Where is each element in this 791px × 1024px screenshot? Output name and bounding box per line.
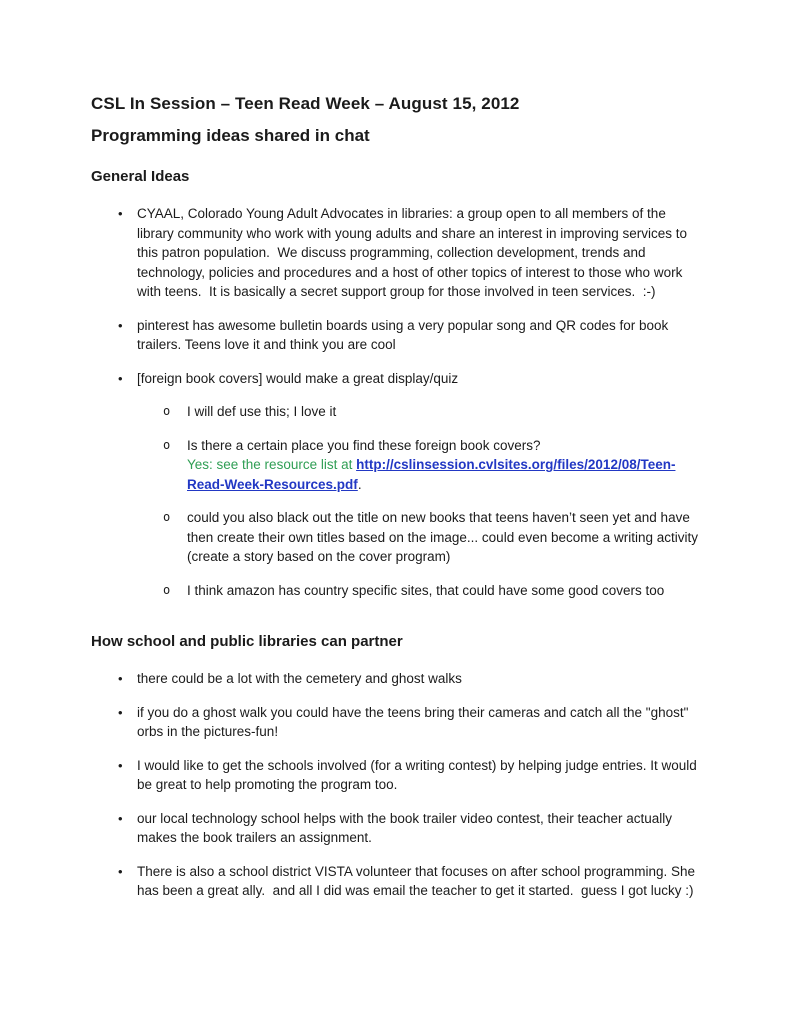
answer-text: Yes: see the resource list at	[187, 457, 357, 472]
answer-period: .	[357, 476, 362, 492]
sub-bullet-text-amazon: I think amazon has country specific sites, that could have some good covers too	[187, 582, 665, 598]
bullet-marker: •	[118, 757, 123, 773]
sub-bullet-marker: o	[163, 582, 171, 597]
bullet-item-cemetery	[91, 669, 701, 689]
heading-partner: How school and public libraries can partner	[91, 633, 403, 650]
section-general-ideas	[91, 167, 701, 600]
sub-bullet-text-question-answer	[187, 436, 701, 495]
bullet-text-writing-contest: I would like to get the schools involved (for a writing contest) by helping judge entries. It would be great to help promoting the program too.	[137, 757, 701, 792]
bullet-text-cemetery: there could be a lot with the cemetery and ghost walks	[137, 671, 462, 686]
sub-bullet-item-black-out	[91, 508, 701, 567]
bullet-text-technology-school: our local technology school helps with the book trailer video contest, their teacher actually makes the book trailers an assignment.	[137, 810, 676, 845]
bullet-item-writing-contest	[91, 756, 701, 795]
bullet-item-cyaal	[91, 204, 701, 302]
sub-bullet-marker: o	[163, 404, 171, 418]
sub-bullet-text-def-use: I will def use this; I love it	[187, 404, 337, 419]
bullet-item-foreign-covers	[91, 369, 701, 389]
bullet-text-pinterest: pinterest has awesome bulletin boards using a very popular song and QR codes for book trailers. Teens love it and think you are cool	[137, 317, 673, 352]
bullet-text-cyaal: CYAAL, Colorado Young Adult Advocates in libraries: a group open to all members of the library community who work with young adults and share an interest in improving services to this patron population. We discuss programming, collection development, trends and technology, policies and procedures and a host of other topics of interest to those who work with teens. It is basically a secret support group for those involved in teen services. :-)	[137, 206, 691, 299]
bullet-marker: •	[118, 206, 123, 221]
document-title: CSL In Session – Teen Read Week – August 15, 2012	[91, 94, 520, 113]
sub-bullet-item-amazon	[91, 581, 701, 601]
bullet-marker: •	[118, 704, 123, 720]
bullet-marker: •	[118, 863, 123, 879]
bullet-text-vista-volunteer: There is also a school district VISTA volunteer that focuses on after school programming. She has been a great ally. and all I did was email the teacher to get it started. guess I got lucky :)	[137, 863, 699, 898]
bullet-item-vista-volunteer	[91, 862, 701, 901]
bullet-marker: •	[118, 671, 123, 686]
bullet-text-foreign-covers: [foreign book covers] would make a great display/quiz	[137, 370, 459, 386]
sub-bullet-marker: o	[163, 510, 171, 524]
document-subtitle: Programming ideas shared in chat	[91, 126, 370, 145]
bullet-text-ghost-walk: if you do a ghost walk you could have the teens bring their cameras and catch all the "ghost" orbs in the pictures-fun!	[137, 704, 693, 739]
bullet-marker: •	[118, 317, 123, 333]
bullet-item-ghost-walk	[91, 703, 701, 742]
section-partner	[91, 632, 701, 901]
bullet-marker: •	[118, 370, 123, 386]
sub-bullet-text-black-out: could you also black out the title on new books that teens haven’t seen yet and have then create their own titles based on the image... could even become a writing activity (create a story based on the cover program)	[187, 510, 702, 564]
sub-bullet-marker: o	[163, 437, 171, 452]
bullet-item-pinterest	[91, 316, 701, 355]
resource-link[interactable]: http://cslinsession.cvlsites.org/files/2012/08/Teen-Read-Week-Resources.pdf	[187, 457, 676, 492]
heading-general-ideas: General Ideas	[91, 168, 190, 185]
question-text: Is there a certain place you find these foreign book covers?	[187, 437, 541, 453]
sub-bullet-item-question-answer	[91, 436, 701, 495]
sub-bullet-item-def-use	[91, 402, 701, 422]
bullet-item-technology-school	[91, 809, 701, 848]
bullet-marker: •	[118, 810, 123, 826]
